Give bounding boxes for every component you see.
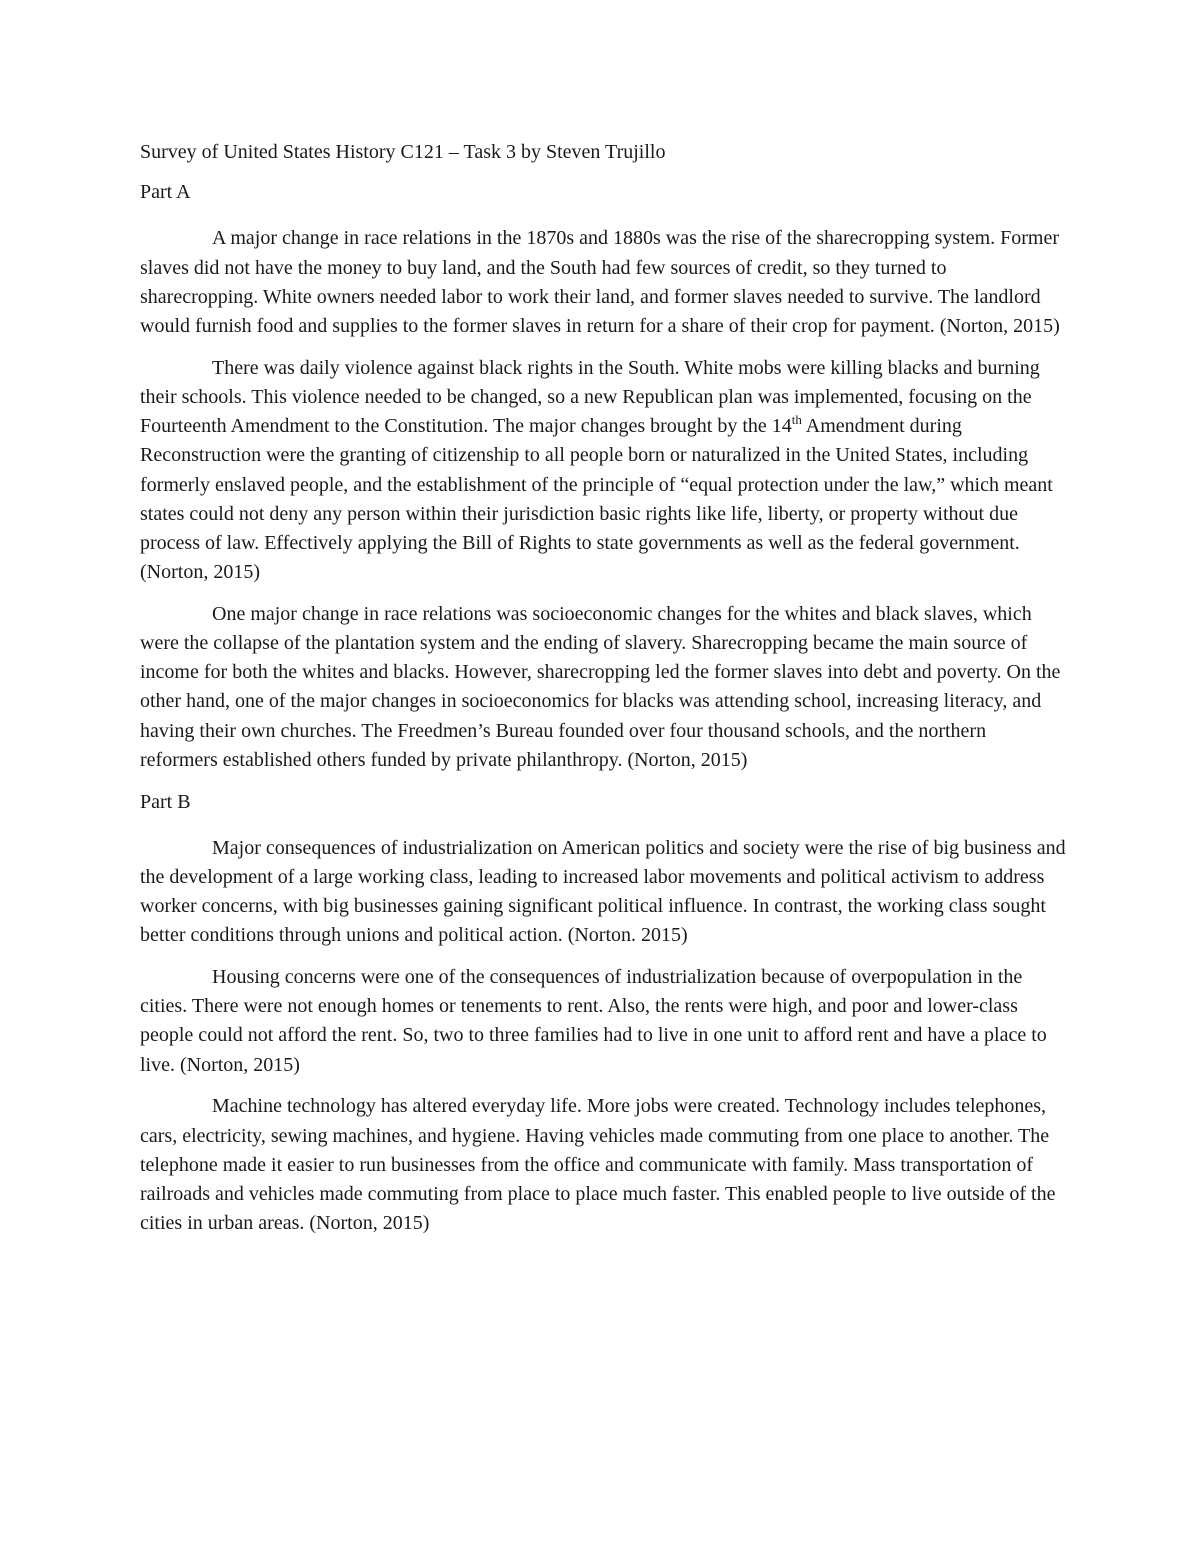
paragraph: Major consequences of industrialization on American politics and society were the rise of big business and the development of a large working class, leading to increased labor movements and political activism to address worker concerns, with big businesses gaining significant political influence. In contrast, the working class sought better conditions through unions and political action. (Norton. 2015) <box>140 836 1066 947</box>
paragraph: Machine technology has altered everyday life. More jobs were created. Technology includes telephones, cars, electricity, sewing machines, and hygiene. Having vehicles made commuting from one place to another. The telephone made it easier to run businesses from the office and communicate with family. Mass transportation of railroads and vehicles made commuting from place to place much faster. This enabled people to live outside of the cities in urban areas. (Norton, 2015) <box>140 1095 1056 1235</box>
part-b-section <box>140 834 1068 1239</box>
ordinal-superscript: th <box>791 412 802 428</box>
paragraph: One major change in race relations was socioeconomic changes for the whites and black slaves, which were the collapse of the plantation system and the ending of slavery. Sharecropping became the main source of income for both the whites and blacks. However, sharecropping led the former slaves into debt and poverty. On the other hand, one of the major changes in socioeconomics for blacks was attending school, increasing literacy, and having their own churches. The Freedmen’s Bureau founded over four thousand schools, and the northern reformers established others funded by private philanthropy. (Norton, 2015) <box>140 602 1061 771</box>
paragraph: Housing concerns were one of the consequences of industrialization because of overpopulation in the cities. There were not enough homes or tenements to rent. Also, the rents were high, and poor and lower-class people could not afford the rent. So, two to three families had to live in one unit to afford rent and have a place to live. (Norton, 2015) <box>140 966 1047 1076</box>
part-a-heading: Part A <box>140 181 191 204</box>
part-b-heading: Part B <box>140 790 191 813</box>
document-body <box>140 138 1068 1251</box>
document-title: Survey of United States History C121 – Task 3 by Steven Trujillo <box>140 141 666 163</box>
paragraph <box>140 354 1068 588</box>
paragraph: A major change in race relations in the 1870s and 1880s was the rise of the sharecropping system. Former slaves did not have the money to buy land, and the South had few sources of credit, so they turned to sharecropping. White owners needed labor to work their land, and former slaves needed to survive. The landlord would furnish food and supplies to the former slaves in return for a share of their crop for payment. (Norton, 2015) <box>140 227 1060 338</box>
part-a-section <box>140 224 1068 775</box>
paragraph-text: Amendment during Reconstruction were the granting of citizenship to all people born or naturalized in the United States, including formerly enslaved people, and the establishment of the principle of “equal protection under the law,” which meant states could not deny any person within their jurisdiction basic rights like life, liberty, or property without due process of law. Effectively applying the Bill of Rights to state governments as well as the federal government. (Norton, 2015) <box>140 415 1053 584</box>
paragraph-text: There was daily violence against black rights in the South. White mobs were killing blacks and burning their schools. This violence needed to be changed, so a new Republican plan was implemented, focusing on the Fourteenth Amendment to the Constitution. The major changes brought by the 14 <box>140 356 1040 438</box>
